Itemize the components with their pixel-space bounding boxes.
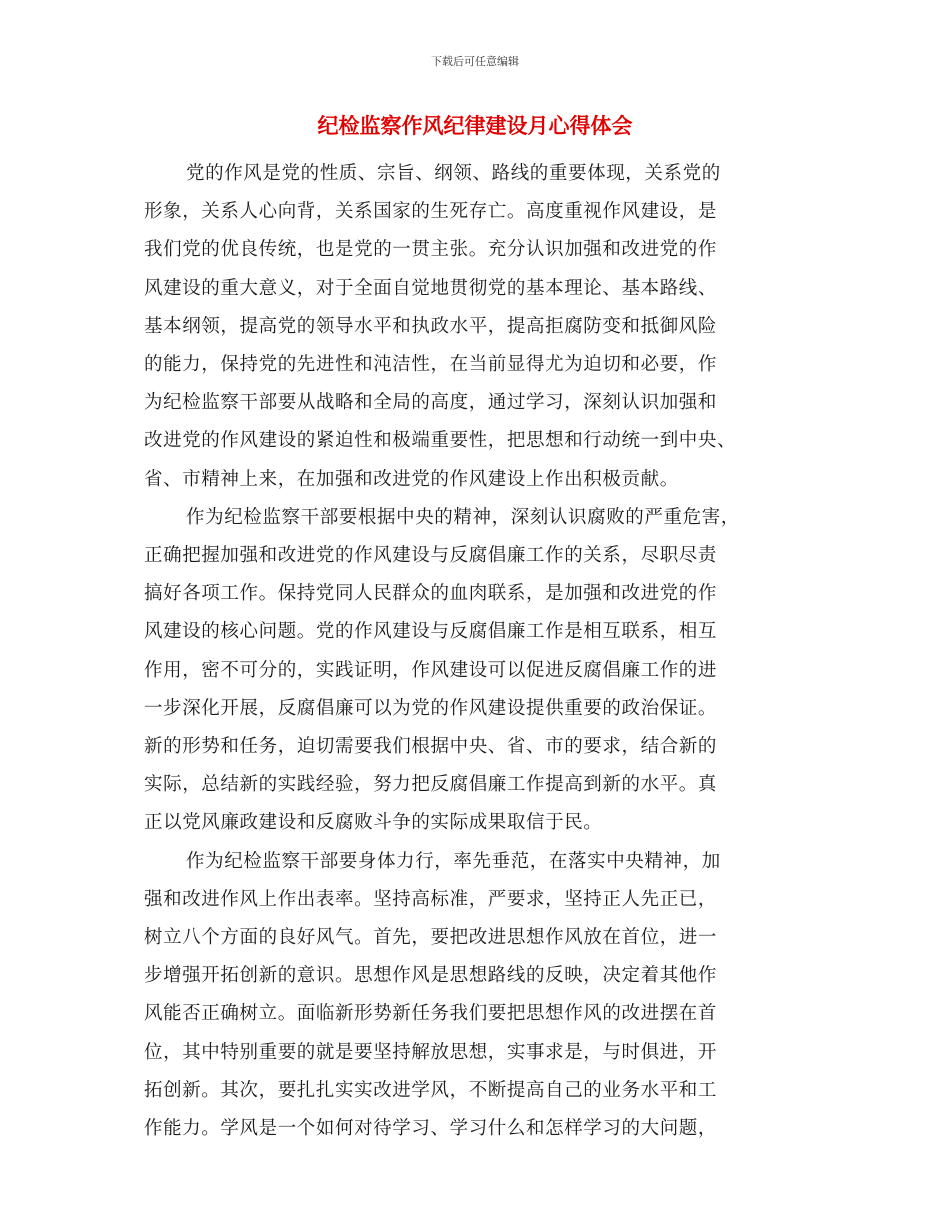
text-line: 风能否正确树立。面临新形势新任务我们要把思想作风的改进摆在首 [144,1003,718,1025]
text-line: 省、市精神上来，在加强和改进党的作风建设上作出积极贡献。 [144,468,679,490]
text-line: 作为纪检监察干部要身体力行，率先垂范，在落实中央精神，加 [186,850,721,872]
text-line: 作为纪检监察干部要根据中央的精神，深刻认识腐败的严重危害， [186,506,740,528]
text-line: 形象，关系人心向背，关系国家的生死存亡。高度重视作风建设，是 [144,201,718,223]
text-line: 基本纲领，提高党的领导水平和执政水平，提高拒腐防变和抵御风险 [144,315,718,337]
text-line: 作用，密不可分的，实践证明，作风建设可以促进反腐倡廉工作的进 [144,659,718,681]
text-line: 强和改进作风上作出表率。坚持高标准，严要求，坚持正人先正已， [144,888,718,910]
text-line: 正确把握加强和改进党的作风建设与反腐倡廉工作的关系，尽职尽责 [144,545,718,567]
text-line: 一步深化开展，反腐倡廉可以为党的作风建设提供重要的政治保证。 [144,697,718,719]
text-line: 作能力。学风是一个如何对待学习、学习什么和怎样学习的大问题， [144,1118,718,1140]
text-line: 风建设的重大意义，对于全面自觉地贯彻党的基本理论、基本路线、 [144,277,718,299]
text-line: 的能力，保持党的先进性和沌洁性，在当前显得尤为迫切和必要，作 [144,354,718,376]
document-title: 纪检监察作风纪律建设月心得体会 [317,114,633,138]
text-line: 树立八个方面的良好风气。首先，要把改进思想作风放在首位，进一 [144,927,718,949]
text-line: 我们党的优良传统，也是党的一贯主张。充分认识加强和改进党的作 [144,239,718,261]
text-line: 实际，总结新的实践经验，努力把反腐倡廉工作提高到新的水平。真 [144,774,718,796]
text-line: 改进党的作风建设的紧迫性和极端重要性，把思想和行动统一到中央、 [144,430,737,452]
text-line: 步增强开拓创新的意识。思想作风是思想路线的反映，决定着其他作 [144,965,718,987]
text-line: 拓创新。其次，要扎扎实实改进学风，不断提高自己的业务水平和工 [144,1079,718,1101]
text-line: 风建设的核心问题。党的作风建设与反腐倡廉工作是相互联系，相互 [144,621,718,643]
text-line: 正以党风廉政建设和反腐败斗争的实际成果取信于民。 [144,812,603,834]
text-line: 为纪检监察干部要从战略和全局的高度，通过学习，深刻认识加强和 [144,392,718,414]
paragraph-2 [144,499,809,843]
text-line: 搞好各项工作。保持党同人民群众的血肉联系，是加强和改进党的作 [144,583,718,605]
text-line: 党的作风是党的性质、宗旨、纲领、路线的重要体现，关系党的 [186,163,721,184]
header-note: 下载后可任意编辑 [431,55,519,68]
paragraph-1 [144,155,809,499]
document-body [144,155,809,1148]
paragraph-3 [144,843,809,1149]
text-line: 新的形势和任务，迫切需要我们根据中央、省、市的要求，结合新的 [144,736,718,758]
text-line: 位，其中特别重要的就是要坚持解放思想，实事求是，与时俱进，开 [144,1041,718,1063]
